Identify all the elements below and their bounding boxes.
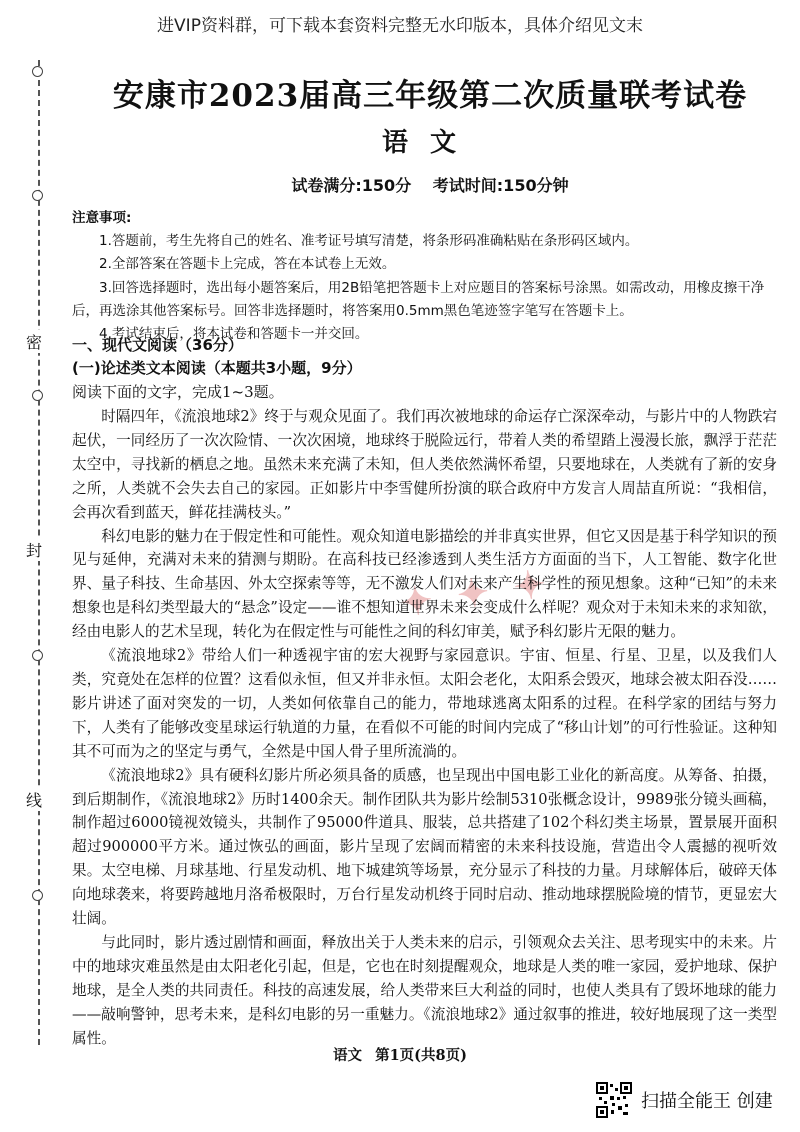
exam-time: 考试时间:150分钟 <box>432 176 569 195</box>
binding-hole <box>32 390 43 401</box>
notes-heading: 注意事项: <box>72 210 132 226</box>
watermark-stamp: ✦ ✦ ✦ <box>397 559 555 626</box>
reading-passage <box>72 405 777 1050</box>
passage-paragraph: 科幻电影的魅力在于假定性和可能性。观众知道电影描绘的并非真实世界，但它又因是基于科学知识的预见与延伸，充满对未来的猜测与期盼。在高科技已经渗透到人类生活方方面面的当下，人工智能、数字化世界、量子科技、生命基因、外太空探索等等，无不激发人们对未来产生科学性的预见想象。这种“已知”的未来想象也是科幻类型最大的“悬念”设定——谁不想知道世界未来会变成什么样呢？观众对于未知未来的求知欲，经由电影人的艺术呈现，转化为在假定性与可能性之间的科幻审美，赋予科幻影片无限的魅力。 <box>72 527 777 641</box>
note-item: 3.回答选择题时，选出每小题答案后，用2B铅笔把答题卡上对应题目的答案标号涂黑。如需改动，用橡皮擦干净后，再选涂其他答案标号。回答非选择题时，将答案用0.5mm黑色笔迹签字笔写在答题卡上。 <box>72 279 765 319</box>
note-item: 1.答题前，考生先将自己的姓名、准考证号填写清楚，将条形码准确粘贴在条形码区域内。 <box>99 233 639 250</box>
gutter-mark-line: 线 <box>26 788 42 811</box>
page-number: 第1页(共8页) <box>375 1047 467 1064</box>
gutter-mark-close: 封 <box>26 538 42 561</box>
passage-paragraph: 《流浪地球2》带给人们一种透视宇宙的宏大视野与家园意识。宇宙、恒星、行星、卫星，以及我们人类，究竟处在怎样的位置？这看似永恒，但又并非永恒。太阳会老化，太阳系会毁灭，地球会被太阳吞没……影片讲述了面对突发的一切，人类如何依靠自己的能力，带地球逃离太阳系的过程。在科学家的团结与努力下，人类有了能够改变星球运行轨道的力量，在看似不可能的时间内完成了“移山计划”的可行性验证。这种知其不可而为之的坚定与勇气，全然是中国人骨子里所流淌的。 <box>72 647 777 760</box>
binding-gutter <box>18 60 48 1045</box>
top-banner: 进VIP资料群，可下载本套资料完整无水印版本，具体介绍见文末 <box>157 15 643 36</box>
page-footer <box>0 1044 800 1065</box>
notes-block <box>72 207 777 346</box>
qr-code-icon <box>596 1082 632 1118</box>
binding-hole <box>32 650 43 661</box>
subject-heading: 语文 <box>381 128 478 158</box>
score-info <box>60 173 800 196</box>
binding-hole <box>32 66 43 77</box>
reading-instruction: 阅读下面的文字，完成1~3题。 <box>72 383 284 401</box>
section-heading: 一、现代文阅读（36分） <box>72 336 243 354</box>
exam-title: 安康市2023届高三年级第二次质量联考试卷 <box>112 78 748 114</box>
passage-paragraph: 时隔四年，《流浪地球2》终于与观众见面了。我们再次被地球的命运存亡深深牵动，与影片中的人物跌宕起伏，一同经历了一次次险情、一次次困境，地球终于脱险远行，带着人类的希望踏上漫漫长旅，飘浮于茫茫太空中，寻找新的栖息之地。虽然未来充满了未知，但人类依然满怀希望，只要地球在，人类就有了新的安身之所，人类就不会失去自己的家园。正如影片中李雪健所扮演的联合政府中方发言人周喆直所说：“我相信，会再次看到蓝天，鲜花挂满枝头。” <box>72 408 777 521</box>
binding-hole <box>32 190 43 201</box>
binding-hole <box>32 890 43 901</box>
subsection-heading: (一)论述类文本阅读（本题共3小题，9分） <box>72 359 362 377</box>
scanner-brand: 扫描全能王 创建 <box>641 1091 773 1112</box>
passage-paragraph: 与此同时，影片透过剧情和画面，释放出关于人类未来的启示，引领观众去关注、思考现实中的未来。片中的地球灾难虽然是由太阳老化引起，但是，它也在时刻提醒观众，地球是人类的唯一家园，爱护地球、保护地球，是全人类的共同责任。科技的高速发展，给人类带来巨大利益的同时，也使人类具有了毁坏地球的能力——敲响警钟，思考未来，是科幻电影的另一重魅力。《流浪地球2》通过叙事的推进，较好地展现了这一类型属性。 <box>72 933 777 1047</box>
gutter-mark-seal: 密 <box>26 330 42 353</box>
note-item: 2.全部答案在答题卡上完成，答在本试卷上无效。 <box>99 256 396 273</box>
footer-subject: 语文 <box>333 1047 363 1064</box>
full-score: 试卷满分:150分 <box>291 176 412 195</box>
note-item: 4.考试结束后，将本试卷和答题卡一并交回。 <box>99 326 369 343</box>
passage-paragraph: 《流浪地球2》具有硬科幻影片所必须具备的质感，也呈现出中国电影工业化的新高度。从筹备、拍摄，到后期制作，《流浪地球2》历时1400余天。制作团队共为影片绘制5310张概念设计，9989张分镜头画稿，制作超过6000镜视效镜头，共制作了95000件道具、服装，总共搭建了102个科幻类主场景，置景展开面积超过900000平方米。通过恢弘的画面，影片呈现了宏阔而精密的未来科技设施，营造出令人震撼的视听效果。太空电梯、月球基地、行星发动机、地下城建筑等场景，充分显示了科技的力量。月球解体后，破碎天体向地球袭来，将要跨越地月洛希极限时，万台行星发动机终于同时启动、推动地球摆脱险境的情节，更显宏大壮阔。 <box>72 766 777 928</box>
